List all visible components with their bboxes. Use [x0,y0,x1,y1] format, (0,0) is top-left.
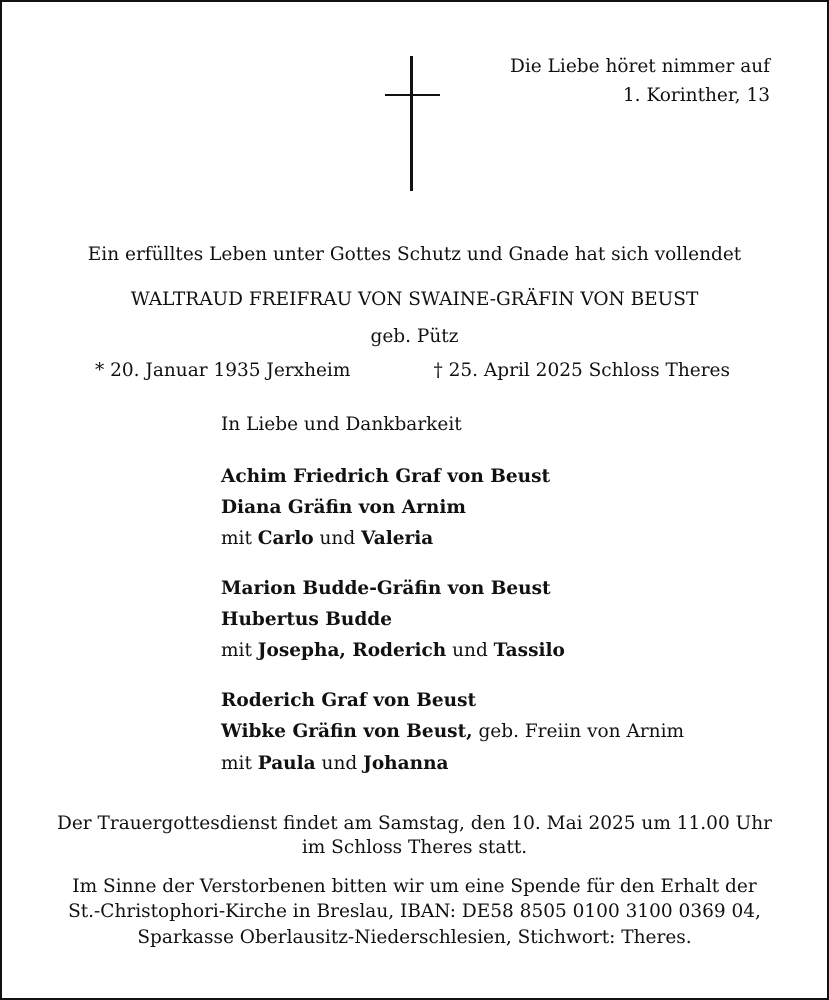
deceased-name: WALTRAUD FREIFRAU VON SWAINE-GRÄFIN VON BEUST [130,289,699,310]
family-member: Roderich Graf von Beust [221,690,477,711]
mit-text: mit [221,753,258,774]
mourners-intro: In Liebe und Dankbarkeit [221,414,462,435]
grandchild-name: Carlo [257,528,314,549]
family-member-line [221,723,684,742]
und-text: und [446,640,494,661]
grandchild-name: Tassilo [493,640,565,661]
bible-reference: 1. Korinther, 13 [622,85,770,106]
donation-info: Im Sinne der Verstorbenen bitten wir um eine Spende für den Erhalt der [72,876,757,897]
bible-verse: Die Liebe höret nimmer auf [510,56,770,77]
grandchildren-line [221,642,565,661]
cross-icon-beam [385,94,440,96]
service-info: im Schloss Theres statt. [301,837,528,858]
grandchildren-line [221,755,449,774]
cross-icon [410,56,413,191]
grandchild-name: Paula [257,753,316,774]
family-member: Wibke Gräfin von Beust, [221,721,473,742]
birth-date: * 20. Januar 1935 Jerxheim [95,360,351,381]
family-member: Achim Friedrich Graf von Beust [221,466,551,487]
family-member: Hubertus Budde [221,609,392,630]
und-text: und [315,753,364,774]
death-date: † 25. April 2025 Schloss Theres [433,360,730,381]
grandchild-name: Valeria [361,528,434,549]
und-text: und [313,528,362,549]
intro-line: Ein erfülltes Leben unter Gottes Schutz und Gnade hat sich vollendet [87,244,742,265]
grandchild-name: Josepha, Roderich [257,640,447,661]
mit-text: mit [221,528,258,549]
donation-info: Sparkasse Oberlausitz-Niederschlesien, Stichwort: Theres. [137,927,692,948]
grandchildren-line [221,530,433,549]
donation-info: St.-Christophori-Kirche in Breslau, IBAN: DE58 8505 0100 3100 0369 04, [68,901,761,922]
born-name-note: geb. Freiin von Arnim [472,721,685,742]
born-name: geb. Pütz [370,326,459,347]
family-member: Diana Gräfin von Arnim [221,497,466,518]
family-member: Marion Budde-Gräfin von Beust [221,578,551,599]
service-info: Der Trauergottesdienst findet am Samstag, den 10. Mai 2025 um 11.00 Uhr [57,813,772,834]
grandchild-name: Johanna [363,753,449,774]
mit-text: mit [221,640,258,661]
